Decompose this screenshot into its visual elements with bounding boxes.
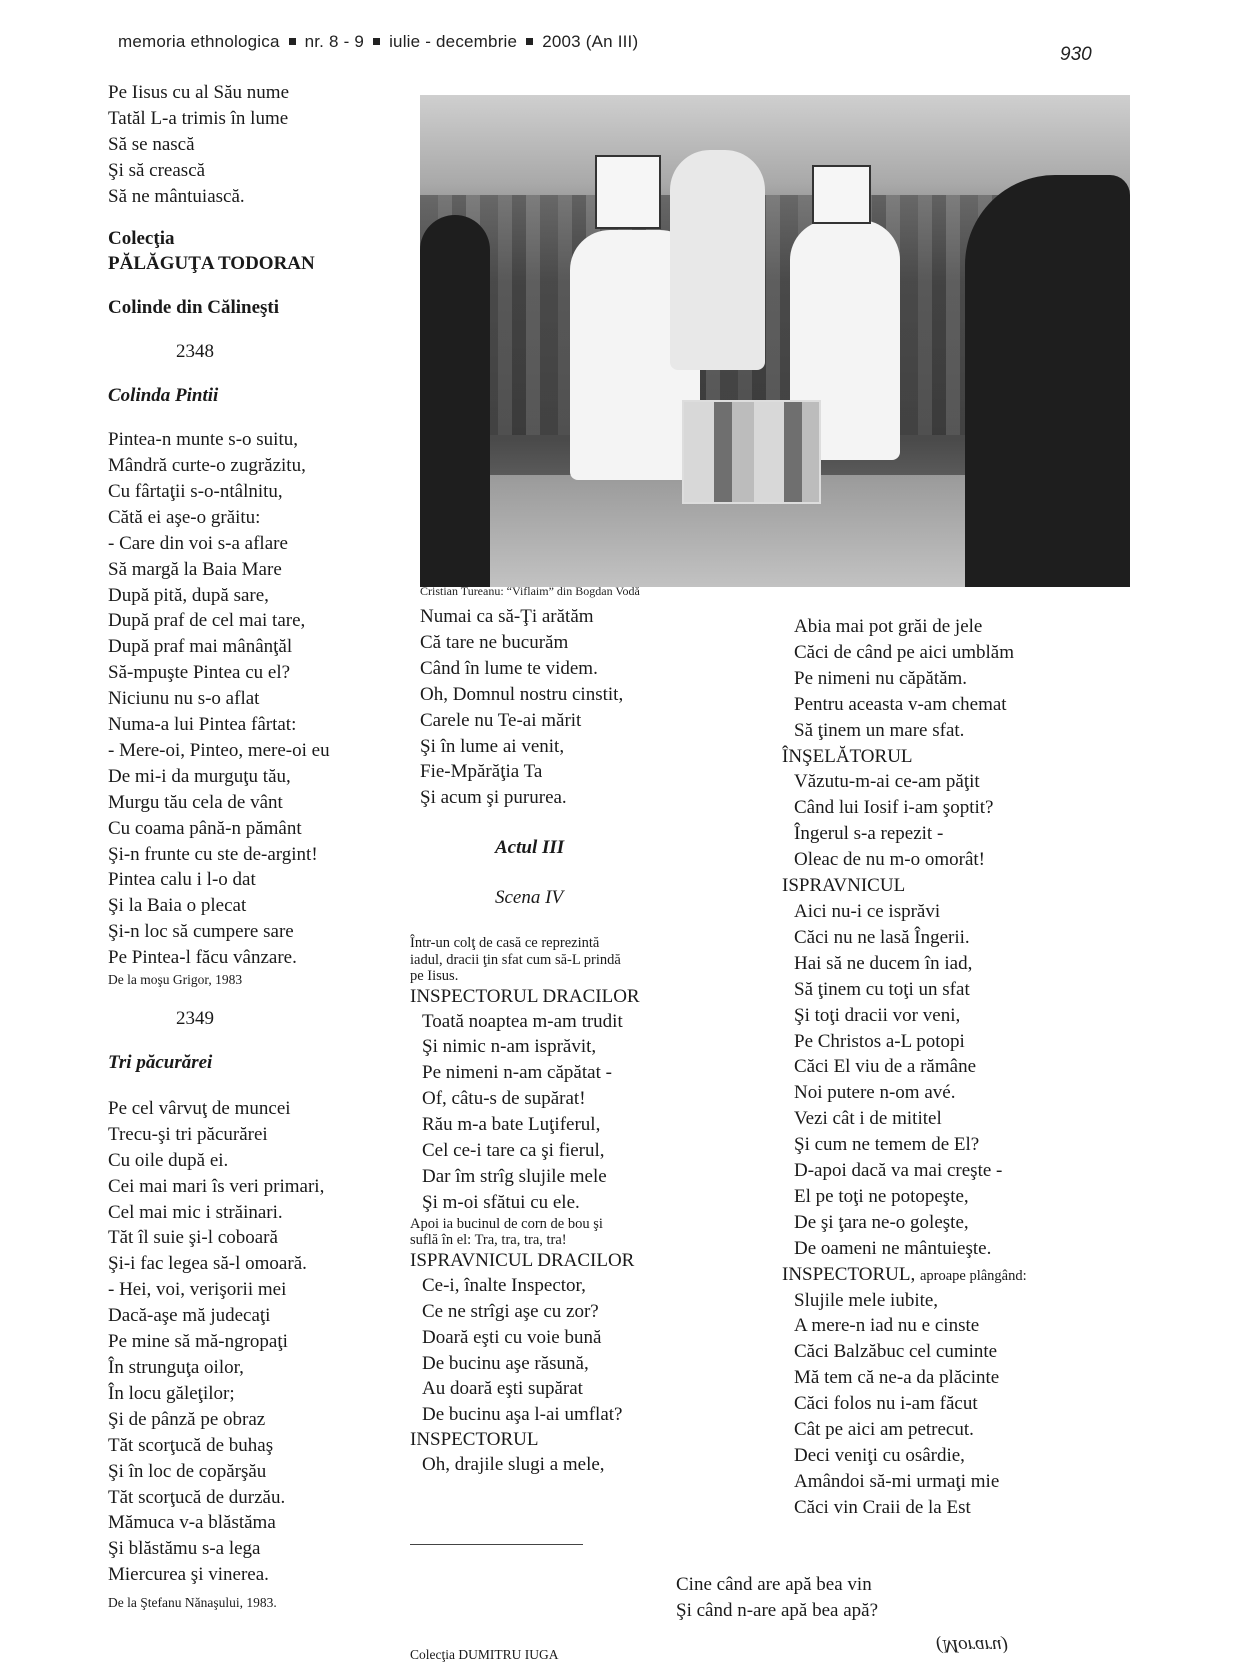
verse-line: Pe nimeni n-am căpătat - [422,1062,612,1084]
verse-line: Când în lume te videm. [420,657,598,679]
speech [782,769,1122,873]
verse-line: Că tare ne bucurăm [420,631,569,653]
verse-line: Şi-i fac legea să-l omoară. [108,1253,307,1275]
verse-line: Murgu tău cela de vânt [108,791,283,813]
verse-line: Noi putere n-om avé. [794,1082,956,1104]
scene-heading: Scena IV [495,887,564,909]
issue-year: 2003 (An III) [542,32,639,51]
stage-direction [410,935,750,985]
speech [410,1273,750,1428]
page-number: 930 [1060,44,1092,65]
verse-line: Cel ce-i tare ca şi fierul, [422,1140,605,1162]
verse-line: Numa-a lui Pintea fârtat: [108,714,297,736]
verse-line: De bucinu aşa l-ai umflat? [422,1404,623,1426]
verse-line: De mi-i da murguţu tău, [108,765,291,787]
verse-line: Să ţinem un mare sfat. [794,719,965,741]
poem-number: 2348 [176,341,214,363]
verse-line: Să ţinem cu toţi un sfat [794,978,970,1000]
verse-line: Şi-n loc să cumpere sare [108,921,294,943]
verse-line: Deci veniţi cu osârdie, [794,1445,965,1466]
issue-number: nr. 8 - 9 [304,32,365,51]
photo-nativity-box [682,400,821,504]
verse-line: - Hei, voi, verişorii mei [108,1279,287,1301]
issue-period: iulie - decembrie [389,32,518,51]
poem-title: Tri păcurărei [108,1052,213,1073]
verse-line: Cel mai mic i străinari. [108,1201,283,1223]
mirrored-answer: (Moraru) [936,1635,1008,1656]
verse-block [410,604,750,811]
verse-line: Căci de când pe aici umblăm [794,641,1014,663]
verse-line: Mândră curte-o zugrăzitu, [108,454,306,476]
poem-body [108,427,398,971]
verse-line: Vezi cât i de mititel [794,1108,942,1130]
photograph [420,95,1130,587]
verse-line: Şi de pânză pe obraz [108,1408,266,1430]
verse-line: Dacă-aşe mă judecaţi [108,1305,271,1327]
character-name: ISPRAVNICUL [782,875,906,897]
riddle-line: Cine când are apă bea vin [676,1574,872,1595]
stage-line: Apoi ia bucinul de corn de bou şi [410,1215,603,1232]
verse-line: Pe Iisus cu al Său nume [108,82,290,103]
photo-costumed-figure [670,150,765,370]
stage-line: Într-un colţ de casă ce reprezintă [410,935,600,952]
character-name: INSPECTORUL DRACILOR [410,985,640,1007]
collection-label: Colecţia [108,227,175,249]
verse-line: Să ne mântuiască. [108,185,245,207]
verse-line: Trecu-şi tri păcurărei [108,1123,268,1145]
verse-line: Căci nu ne lasă Îngerii. [794,926,970,948]
character-name: INSPECTORUL [410,1429,539,1451]
poem-title: Colinda Pintii [108,385,219,407]
verse-line: Pe mine să mă-ngropaţi [108,1331,288,1353]
character-name [782,1262,1122,1288]
photo-figure-right [965,175,1130,587]
intro-verse [108,80,398,210]
verse-line: Tăt scorţucă de durzău. [108,1486,286,1508]
riddle-line: Şi când n-are apă bea apă? [676,1599,879,1621]
verse-line: Pe Christos a-L potopi [794,1030,965,1052]
verse-line: Şi blăstămu s-a lega [108,1538,261,1560]
stage-line: iadul, dracii ţin sfat cum să-L prindă [410,951,621,968]
stage-direction [410,1216,750,1249]
verse-line: - Mere-oi, Pinteo, mere-oi eu [108,739,330,761]
verse-line: Amândoi să-mi urmaţi mie [794,1470,1000,1492]
verse-line: D-apoi dacă va mai creşte - [794,1160,1003,1182]
verse-line: În strunguţa oilor, [108,1356,244,1378]
verse-line: Carele nu Te-ai mărit [420,709,582,731]
verse-line: Îngerul s-a repezit - [794,823,944,845]
stage-line: suflă în el: Tra, tra, tra, tra! [410,1232,567,1249]
verse-line: În locu găleţilor; [108,1382,235,1404]
photo-figure-left [420,215,490,587]
speech [410,1452,750,1478]
verse-line: Şi în lume ai venit, [420,735,565,757]
verse-line: Tăt îl suie şi-l coboară [108,1227,278,1249]
verse-line: Căci Balzăbuc cel cuminte [794,1341,998,1363]
verse-line: Cătă ei aşe-o grăitu: [108,506,261,528]
photo-caption: Cristian Tureanu: “Viflaim” din Bogdan Vodă [420,584,640,598]
character-name-text: INSPECTORUL, [782,1263,916,1285]
verse-line: Pe Pintea-l făcu vânzare. [108,947,297,969]
verse-line: Căci vin Craii de la Est [794,1496,971,1518]
separator-square-icon [526,38,533,45]
speech [782,899,1122,1262]
verse-line: Abia mai pot grăi de jele [794,616,983,637]
verse-line: Au doară eşti supărat [422,1378,583,1400]
act-heading: Actul III [495,837,565,859]
verse-line: Cu oile după ei. [108,1149,229,1171]
verse-line: Şi acum şi pururea. [420,787,567,809]
verse-line: Doară eşti cu voie bună [422,1326,602,1348]
verse-line: De oameni ne mântuieşte. [794,1237,992,1259]
verse-line: A mere-n iad nu e cinste [794,1315,980,1337]
verse-line: Să-mpuşte Pintea cu el? [108,662,291,684]
verse-line: Hai să ne ducem în iad, [794,952,973,974]
verse-line: Slujile mele iubite, [794,1289,939,1311]
character-name: ÎNŞELĂTORUL [782,745,913,767]
verse-line: Şi-n frunte cu ste de-argint! [108,843,318,865]
middle-column [410,604,750,1478]
left-column [108,80,398,1611]
verse-line: Pe nimeni nu căpătăm. [794,667,968,689]
verse-line: Cu coama până-n pământ [108,817,302,839]
speech [782,1288,1122,1521]
verse-line: Mă tem că ne-a da plăcinte [794,1367,1000,1389]
poem-body [108,1096,398,1588]
verse-line: Şi m-oi sfătui cu ele. [422,1191,580,1213]
verse-line: Căci El viu de a rămâne [794,1056,977,1078]
collection-name: PĂLĂGUŢA TODORAN [108,253,315,275]
verse-line: El pe toţi ne potopeşte, [794,1185,969,1207]
riddle [676,1572,976,1624]
verse-line: Şi toţi dracii vor veni, [794,1004,961,1026]
poem-number: 2349 [176,1008,214,1030]
verse-line: Şi la Baia o plecat [108,895,247,917]
stage-line: pe Iisus. [410,968,459,985]
separator-square-icon [373,38,380,45]
verse-line: Când lui Iosif i-am şoptit? [794,797,994,819]
separator-square-icon [289,38,296,45]
verse-line: Cât pe aici am petrecut. [794,1419,974,1441]
verse-line: Tatăl L-a trimis în lume [108,107,289,129]
stage-note: aproape plângând: [919,1267,1027,1284]
verse-line: Şi nimic n-am isprăvit, [422,1036,597,1058]
verse-line: Cei mai mari îs veri primari, [108,1175,325,1197]
verse-line: Să margă la Baia Mare [108,558,282,580]
verse-line: După praf mai mânânţăl [108,636,293,658]
verse-line: Of, câtu-s de supărat! [422,1088,586,1110]
running-header [118,32,638,52]
journal-title: memoria ethnologica [118,32,280,51]
verse-line: Şi în loc de copărşău [108,1460,267,1482]
verse-line: - Care din voi s-a aflare [108,532,288,554]
collection-subtitle: Colinde din Călineşti [108,297,280,319]
verse-line: Niciunu nu s-o aflat [108,688,260,710]
verse-line: Şi să crească [108,159,206,181]
verse-line: Ce ne strîgi aşe cu zor? [422,1300,599,1322]
verse-line: Tăt scorţucă de buhaş [108,1434,274,1456]
verse-line: Oleac de nu m-o omorât! [794,849,985,871]
verse-line: Cu fârtaţii s-o-ntâlnitu, [108,480,283,502]
verse-line: Şi cum ne temem de El? [794,1134,980,1156]
right-column [782,614,1122,1521]
verse-line: Mămuca v-a blăstăma [108,1512,276,1534]
speech [782,614,1122,744]
photo-paper-crown [595,155,661,229]
collection-credit: Colecţia DUMITRU IUGA [410,1647,559,1662]
verse-line: Oh, drajile slugi a mele, [422,1454,605,1476]
verse-line: Văzutu-m-ai ce-am păţit [794,771,980,793]
verse-line: Numai ca să-Ţi arătăm [420,606,594,627]
verse-line: De şi ţara ne-o goleşte, [794,1211,969,1233]
verse-line: Fie-Mpărăţia Ta [420,761,543,783]
photo-paper-crown [812,165,871,224]
verse-line: Pintea calu i l-o dat [108,869,256,891]
verse-line: Dar îm strîg slujile mele [422,1166,607,1187]
verse-line: Pentru aceasta v-am chemat [794,693,1007,715]
verse-line: Oh, Domnul nostru cinstit, [420,683,624,705]
verse-line: Miercurea şi vinerea. [108,1564,269,1586]
verse-line: Să se nască [108,133,195,155]
verse-line: Pintea-n munte s-o suitu, [108,429,298,451]
verse-line: După pită, după sare, [108,584,269,606]
verse-line: Ce-i, înalte Inspector, [422,1274,586,1296]
verse-line: De bucinu aşe răsună, [422,1352,589,1374]
speech [410,1009,750,1216]
verse-line: Toată noaptea m-am trudit [422,1010,623,1032]
poem-source: De la moşu Grigor, 1983 [108,972,243,988]
verse-line: Pe cel vârvuţ de muncei [108,1097,291,1119]
verse-line: Rău m-a bate Luţiferul, [422,1114,601,1136]
footnote-rule [410,1544,583,1545]
verse-line: Căci folos nu i-am făcut [794,1393,978,1415]
verse-line: După praf de cel mai tare, [108,610,306,632]
verse-line: Aici nu-i ce isprăvi [794,900,941,922]
character-name: ISPRAVNICUL DRACILOR [410,1249,635,1271]
poem-source: De la Ştefanu Nănaşului, 1983. [108,1595,277,1611]
